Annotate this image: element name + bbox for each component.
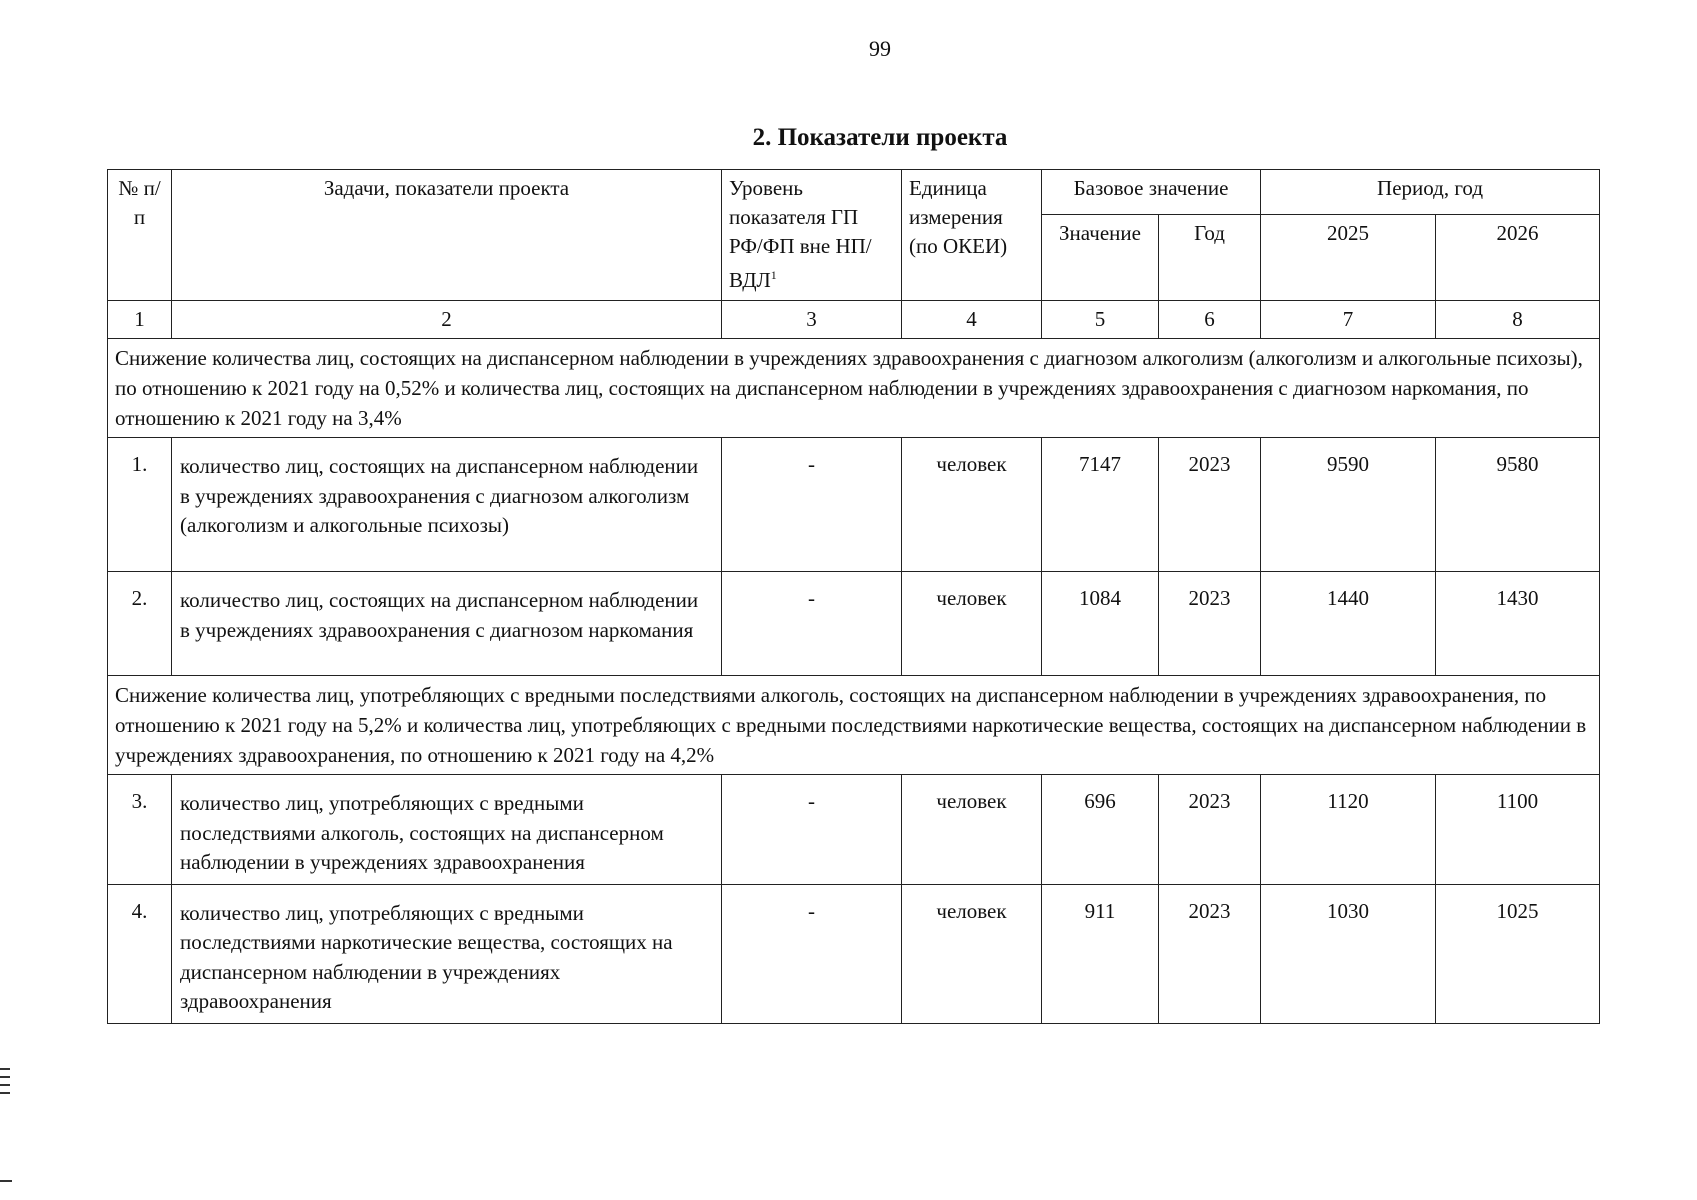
base-year: 2023 (1159, 775, 1261, 885)
header-level (722, 170, 902, 301)
row-number: 1. (108, 438, 172, 572)
header-year-2025: 2025 (1261, 215, 1436, 301)
task-text: Снижение количества лиц, состоящих на диспансерном наблюдении в учреждениях здравоохранения с диагнозом алкоголизм (алкоголизм и алкогольные психозы), по отношению к 2021 году на 0,52% и количества лиц, состоящих на диспансерном наблюдении в учреждениях здравоохранения с диагнозом наркомания, по отношению к 2021 году на 3,4% (108, 339, 1600, 438)
header-base-year: Год (1159, 215, 1261, 301)
base-year: 2023 (1159, 572, 1261, 676)
task-text: Снижение количества лиц, употребляющих с вредными последствиями алкоголь, состоящих на диспансерном наблюдении в учреждениях здравоохранения, по отношению к 2021 году на 5,2% и количества лиц, употребляющих с вредными последствиями наркотические вещества, состоящих на диспансерном наблюдении в учреждениях здравоохранения, по отношению к 2021 году на 4,2% (108, 676, 1600, 775)
indicator-level: - (722, 572, 902, 676)
base-year: 2023 (1159, 438, 1261, 572)
column-number: 3 (722, 301, 902, 339)
header-unit: Единица измерения (по ОКЕИ) (902, 170, 1042, 301)
row-number: 4. (108, 884, 172, 1023)
indicator-name: количество лиц, употребляющих с вредными последствиями наркотические вещества, состоящих на диспансерном наблюдении в учреждениях здравоохранения (172, 884, 722, 1023)
value-2025: 9590 (1261, 438, 1436, 572)
indicator-unit: человек (902, 572, 1042, 676)
value-2026: 1430 (1436, 572, 1600, 676)
indicators-table (107, 169, 1600, 1024)
margin-mark (0, 1068, 10, 1070)
indicator-level: - (722, 884, 902, 1023)
task-row (108, 339, 1600, 438)
page-title: 2. Показатели проекта (752, 124, 1008, 151)
header-number: № п/п (108, 170, 172, 301)
base-year: 2023 (1159, 884, 1261, 1023)
column-number: 2 (172, 301, 722, 339)
value-2025: 1440 (1261, 572, 1436, 676)
value-2025: 1120 (1261, 775, 1436, 885)
indicator-level: - (722, 775, 902, 885)
value-2026: 9580 (1436, 438, 1600, 572)
column-number: 7 (1261, 301, 1436, 339)
indicator-unit: человек (902, 438, 1042, 572)
margin-tick (0, 1180, 12, 1182)
table-header-row-1 (108, 170, 1600, 215)
base-value: 911 (1042, 884, 1159, 1023)
header-period: Период, год (1261, 170, 1600, 215)
task-row (108, 676, 1600, 775)
column-number: 8 (1436, 301, 1600, 339)
page-number: 99 (869, 36, 891, 61)
row-number: 2. (108, 572, 172, 676)
table-row (108, 438, 1600, 572)
value-2025: 1030 (1261, 884, 1436, 1023)
indicator-unit: человек (902, 775, 1042, 885)
indicator-level: - (722, 438, 902, 572)
margin-mark (0, 1092, 10, 1094)
value-2026: 1100 (1436, 775, 1600, 885)
header-level-text: Уровень показателя ГП РФ/ФП вне НП/ВДЛ (729, 176, 872, 292)
indicator-unit: человек (902, 884, 1042, 1023)
header-level-footnote: 1 (770, 268, 777, 282)
indicator-name: количество лиц, состоящих на диспансерном наблюдении в учреждениях здравоохранения с диагнозом алкоголизм (алкоголизм и алкогольные психозы) (172, 438, 722, 572)
header-year-2026: 2026 (1436, 215, 1600, 301)
column-number-row (108, 301, 1600, 339)
indicator-name: количество лиц, состоящих на диспансерном наблюдении в учреждениях здравоохранения с диагнозом наркомания (172, 572, 722, 676)
indicator-name: количество лиц, употребляющих с вредными последствиями алкоголь, состоящих на диспансерном наблюдении в учреждениях здравоохранения (172, 775, 722, 885)
column-number: 6 (1159, 301, 1261, 339)
column-number: 4 (902, 301, 1042, 339)
base-value: 696 (1042, 775, 1159, 885)
base-value: 1084 (1042, 572, 1159, 676)
value-2026: 1025 (1436, 884, 1600, 1023)
margin-mark (0, 1084, 10, 1086)
margin-mark (0, 1076, 10, 1078)
base-value: 7147 (1042, 438, 1159, 572)
row-number: 3. (108, 775, 172, 885)
table-row (108, 572, 1600, 676)
header-base-value: Значение (1042, 215, 1159, 301)
table-row (108, 884, 1600, 1023)
margin-scan-marks (0, 1068, 10, 1100)
column-number: 1 (108, 301, 172, 339)
table-row (108, 775, 1600, 885)
header-base: Базовое значение (1042, 170, 1261, 215)
header-task: Задачи, показатели проекта (172, 170, 722, 301)
column-number: 5 (1042, 301, 1159, 339)
